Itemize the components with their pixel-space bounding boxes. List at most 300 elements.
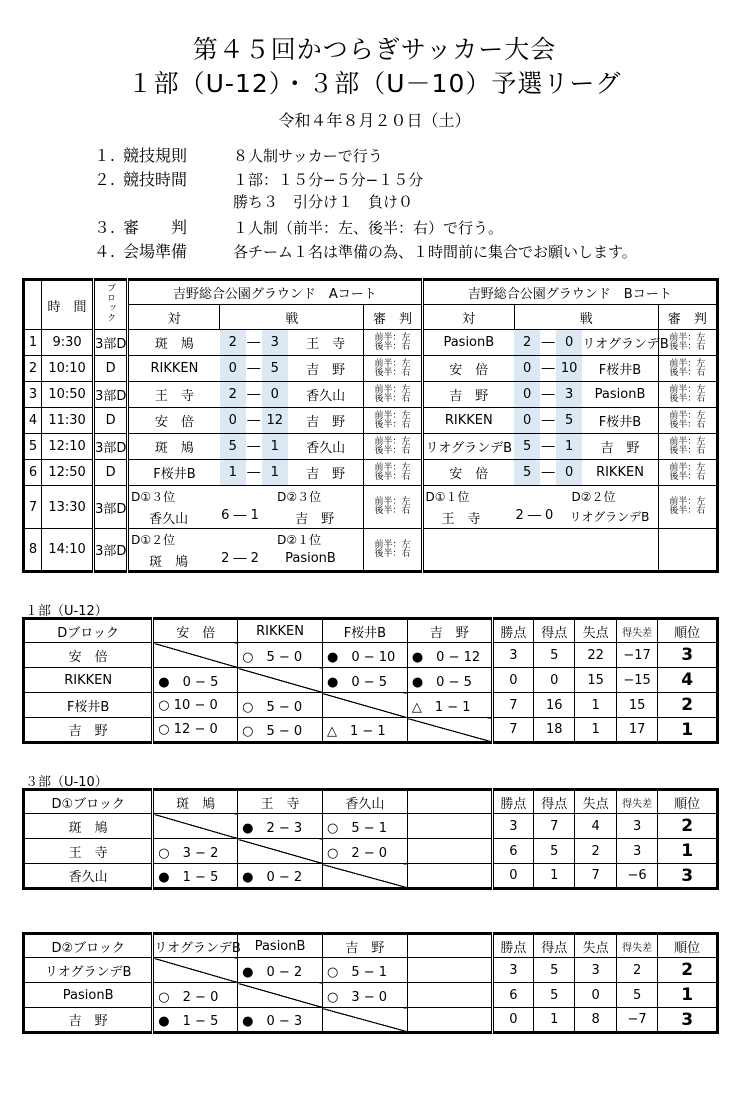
rank-value: 2 [658, 693, 718, 718]
away-team: 香久山 [288, 434, 364, 460]
placement-match [128, 486, 364, 529]
match-result: ● 0 − 5 [407, 668, 492, 693]
match-time: 10:50 [42, 382, 94, 408]
opponent-header: 吉 野 [322, 934, 407, 958]
stat-value: 5 [534, 983, 575, 1008]
placement-match [128, 529, 364, 572]
match-result: △ 1 − 1 [322, 718, 407, 743]
home-team: RIKKEN [422, 408, 514, 434]
stat-value: 7 [534, 814, 575, 839]
ref-header: 審 判 [658, 305, 717, 330]
match-header-left: 対 [422, 305, 514, 330]
league1-label: １部（U-12） [25, 604, 108, 619]
league3-label: ３部（U-10） [25, 775, 108, 790]
stat-value: −15 [616, 668, 657, 693]
stat-header: 得失差 [616, 619, 657, 643]
match-result: ○ 10 − 0 [153, 693, 238, 718]
referee-note: 前半：左 後半：右 [658, 408, 717, 434]
match-result: ● 0 − 12 [407, 643, 492, 668]
away-score: 12 [262, 408, 288, 434]
stat-header: 失点 [575, 619, 616, 643]
opponent-header: F桜井B [322, 619, 407, 643]
league3b-table [22, 932, 719, 1034]
match-result: ● 0 − 5 [322, 668, 407, 693]
home-score: 0 [514, 408, 540, 434]
away-score: 1 [556, 434, 582, 460]
home-team: 香久山 [149, 512, 189, 527]
slot-home: D①２位 [131, 533, 176, 547]
match-header-right: 戦 [514, 305, 658, 330]
score-separator: ― [246, 434, 262, 460]
rule-item [85, 239, 637, 262]
rule-item [85, 215, 503, 238]
rank-value: 1 [658, 839, 718, 864]
match-result [407, 1008, 492, 1033]
team-name: リオグランデB [24, 958, 153, 983]
away-score: 3 [556, 382, 582, 408]
stat-value: 4 [575, 814, 616, 839]
self-match-cell [407, 718, 492, 743]
match-result [407, 839, 492, 864]
stat-header: 失点 [575, 790, 616, 814]
home-team: 王 寺 [441, 512, 481, 527]
self-match-cell [322, 693, 407, 718]
score-separator: ― [540, 330, 556, 356]
rule-number: ３. [93, 218, 115, 237]
rule-value: ８人制サッカーで行う [233, 147, 383, 165]
schedule-row [24, 460, 718, 486]
opponent-header [407, 790, 492, 814]
row-number: 4 [24, 408, 42, 434]
rank-value: 2 [658, 958, 718, 983]
league-row [24, 814, 718, 839]
match-result [407, 983, 492, 1008]
row-number-header [24, 280, 42, 330]
away-team: 香久山 [288, 382, 364, 408]
self-match-cell [153, 958, 238, 983]
rule-key: 審 判 [123, 218, 188, 237]
stat-value: 6 [492, 983, 533, 1008]
away-score: 5 [262, 356, 288, 382]
away-score: 1 [262, 460, 288, 486]
schedule-row [24, 529, 718, 572]
home-score: 0 [514, 356, 540, 382]
rank-value: 3 [658, 1008, 718, 1033]
home-score: 0 [220, 408, 246, 434]
rank-value: 3 [658, 864, 718, 889]
row-number: 2 [24, 356, 42, 382]
match-result: ○ 12 − 0 [153, 718, 238, 743]
team-name: 吉 野 [24, 718, 153, 743]
self-match-cell [153, 643, 238, 668]
stat-value: 16 [534, 693, 575, 718]
stat-value: 3 [616, 814, 657, 839]
stat-value: 5 [616, 983, 657, 1008]
match-time: 14:10 [42, 529, 94, 572]
match-block: 3部D [94, 486, 128, 529]
away-team: 王 寺 [288, 330, 364, 356]
stat-value: 6 [492, 839, 533, 864]
league-row [24, 864, 718, 889]
rule-value: 勝ち３ 引分け１ 負け０ [233, 193, 414, 211]
score-separator: ― [246, 408, 262, 434]
match-result: ● 1 − 5 [153, 1008, 238, 1033]
league-row [24, 718, 718, 743]
match-result: ○ 5 − 1 [322, 958, 407, 983]
league-row [24, 958, 718, 983]
stat-value: 2 [616, 958, 657, 983]
page-subtitle: １部（U-12）・３部（U－10）予選リーグ [127, 69, 622, 98]
home-score: 2 [514, 330, 540, 356]
team-name: PasionB [24, 983, 153, 1008]
page-title: 第４５回かつらぎサッカー大会 [192, 35, 557, 64]
rule-value: 各チーム１名は準備の為、１時間前に集合でお願いします。 [233, 243, 637, 261]
stat-value: 3 [492, 643, 533, 668]
match-result: ● 0 − 10 [322, 643, 407, 668]
score-separator: ― [540, 434, 556, 460]
referee-note: 前半：左 後半：右 [658, 486, 717, 529]
stat-value: 0 [492, 1008, 533, 1033]
home-score: 2 [220, 382, 246, 408]
rank-value: 2 [658, 814, 718, 839]
time-header: 時 間 [42, 280, 94, 330]
schedule-row [24, 330, 718, 356]
rule-number: １. [93, 146, 115, 165]
stat-value: 5 [534, 839, 575, 864]
slot-home: D①３位 [131, 490, 176, 504]
team-name: 香久山 [24, 864, 153, 889]
home-score: 2 [220, 330, 246, 356]
match-time: 9:30 [42, 330, 94, 356]
stat-header: 順位 [658, 934, 718, 958]
stat-value: 7 [575, 864, 616, 889]
row-number: 3 [24, 382, 42, 408]
slot-home: D①１位 [425, 490, 470, 504]
score-separator: ― [540, 356, 556, 382]
league3a-table [22, 788, 719, 890]
match-result: ○ 5 − 0 [238, 643, 323, 668]
rule-value: １人制（前半：左、後半：右）で行う。 [233, 219, 504, 237]
match-result: ● 0 − 2 [238, 958, 323, 983]
match-result [407, 814, 492, 839]
opponent-header: 斑 鳩 [153, 790, 238, 814]
league-row [24, 643, 718, 668]
empty-cell [658, 529, 717, 572]
team-name: 斑 鳩 [24, 814, 153, 839]
schedule-row [24, 486, 718, 529]
match-score: 2 ― 0 [515, 508, 554, 523]
opponent-header: 安 倍 [153, 619, 238, 643]
rule-item [85, 143, 383, 166]
placement-match [422, 486, 658, 529]
team-name: 王 寺 [24, 839, 153, 864]
team-name: RIKKEN [24, 668, 153, 693]
row-number: 5 [24, 434, 42, 460]
match-header-left: 対 [128, 305, 220, 330]
schedule-row [24, 382, 718, 408]
home-team: 安 倍 [422, 460, 514, 486]
stat-value: 0 [492, 668, 533, 693]
court-b-header: 吉野総合公園グラウンド Bコート [422, 280, 718, 305]
stat-header: 得点 [534, 790, 575, 814]
away-team: PasionB [285, 551, 336, 566]
stat-value: 3 [492, 814, 533, 839]
away-score: 10 [556, 356, 582, 382]
league-row [24, 1008, 718, 1033]
stat-value: 3 [575, 958, 616, 983]
team-name: 吉 野 [24, 1008, 153, 1033]
match-result [407, 864, 492, 889]
home-team: 斑 鳩 [149, 555, 189, 570]
opponent-header: PasionB [238, 934, 323, 958]
match-time: 12:10 [42, 434, 94, 460]
home-team: リオグランデB [422, 434, 514, 460]
stat-header: 勝点 [492, 934, 533, 958]
league-row [24, 983, 718, 1008]
away-team: 吉 野 [288, 408, 364, 434]
match-result: ● 0 − 5 [153, 668, 238, 693]
self-match-cell [238, 668, 323, 693]
away-team: F桜井B [582, 408, 658, 434]
stat-header: 得点 [534, 934, 575, 958]
team-name: F桜井B [24, 693, 153, 718]
stat-value: −17 [616, 643, 657, 668]
rank-value: 4 [658, 668, 718, 693]
rank-value: 1 [658, 983, 718, 1008]
stat-value: 0 [492, 864, 533, 889]
rule-item [85, 167, 423, 190]
referee-note: 前半：左 後半：右 [364, 408, 422, 434]
away-score: 0 [262, 382, 288, 408]
league-row [24, 668, 718, 693]
stat-header: 勝点 [492, 790, 533, 814]
match-block: D [94, 460, 128, 486]
referee-note: 前半：左 後半：右 [658, 434, 717, 460]
referee-note: 前半：左 後半：右 [364, 486, 422, 529]
stat-value: 1 [534, 1008, 575, 1033]
home-team: RIKKEN [128, 356, 220, 382]
stat-value: 15 [616, 693, 657, 718]
stat-value: 7 [492, 693, 533, 718]
stat-value: 0 [534, 668, 575, 693]
match-time: 13:30 [42, 486, 94, 529]
stat-value: 1 [534, 864, 575, 889]
league1-table [22, 617, 719, 744]
stat-value: 7 [492, 718, 533, 743]
referee-note: 前半：左 後半：右 [364, 330, 422, 356]
match-time: 11:30 [42, 408, 94, 434]
match-block: 3部D [94, 382, 128, 408]
home-score: 1 [220, 460, 246, 486]
referee-note: 前半：左 後半：右 [364, 356, 422, 382]
away-team: F桜井B [582, 356, 658, 382]
referee-note: 前半：左 後半：右 [364, 460, 422, 486]
stat-value: 0 [575, 983, 616, 1008]
match-result: ○ 5 − 0 [238, 693, 323, 718]
home-team: 王 寺 [128, 382, 220, 408]
rule-key: 競技時間 [123, 170, 188, 189]
away-team: 吉 野 [288, 356, 364, 382]
league-row [24, 693, 718, 718]
league-row [24, 839, 718, 864]
match-result: △ 1 − 1 [407, 693, 492, 718]
opponent-header: RIKKEN [238, 619, 323, 643]
rule-number: ４. [93, 242, 115, 261]
home-team: 斑 鳩 [128, 330, 220, 356]
score-separator: ― [540, 460, 556, 486]
match-block: 3部D [94, 529, 128, 572]
home-team: PasionB [422, 330, 514, 356]
match-result: ○ 5 − 0 [238, 718, 323, 743]
stat-value: 1 [575, 718, 616, 743]
match-time: 10:10 [42, 356, 94, 382]
self-match-cell [153, 814, 238, 839]
match-result: ○ 3 − 2 [153, 839, 238, 864]
stat-header: 失点 [575, 934, 616, 958]
match-block: 3部D [94, 330, 128, 356]
schedule-row [24, 408, 718, 434]
stat-value: 3 [492, 958, 533, 983]
away-team: 吉 野 [582, 434, 658, 460]
self-match-cell [322, 1008, 407, 1033]
referee-note: 前半：左 後半：右 [658, 460, 717, 486]
away-score: 0 [556, 460, 582, 486]
match-result: ○ 5 − 1 [322, 814, 407, 839]
stat-header: 得点 [534, 619, 575, 643]
event-date: 令和４年８月２０日（土） [278, 111, 471, 130]
stat-value: 5 [534, 643, 575, 668]
referee-note: 前半：左 後半：右 [364, 434, 422, 460]
match-result [407, 958, 492, 983]
home-team: 安 倍 [128, 408, 220, 434]
home-team: 吉 野 [422, 382, 514, 408]
match-block: D [94, 356, 128, 382]
stat-header: 得失差 [616, 790, 657, 814]
match-result: ○ 2 − 0 [153, 983, 238, 1008]
row-number: 6 [24, 460, 42, 486]
away-score: 1 [262, 434, 288, 460]
row-number: 7 [24, 486, 42, 529]
stat-header: 勝点 [492, 619, 533, 643]
schedule-table [22, 278, 719, 573]
self-match-cell [238, 839, 323, 864]
home-team: 斑 鳩 [128, 434, 220, 460]
self-match-cell [322, 864, 407, 889]
away-score: 5 [556, 408, 582, 434]
rule-item [85, 191, 413, 212]
match-block: D [94, 408, 128, 434]
match-result: ● 2 − 3 [238, 814, 323, 839]
score-separator: ― [246, 330, 262, 356]
stat-value: 5 [534, 958, 575, 983]
referee-note: 前半：左 後半：右 [364, 529, 422, 572]
stat-value: 15 [575, 668, 616, 693]
match-result: ● 0 − 2 [238, 864, 323, 889]
opponent-header: 香久山 [322, 790, 407, 814]
match-result: ● 1 − 5 [153, 864, 238, 889]
row-number: 1 [24, 330, 42, 356]
stat-value: 17 [616, 718, 657, 743]
stat-header: 得失差 [616, 934, 657, 958]
stat-value: 22 [575, 643, 616, 668]
score-separator: ― [246, 382, 262, 408]
stat-value: 1 [575, 693, 616, 718]
stat-header: 順位 [658, 790, 718, 814]
score-separator: ― [246, 460, 262, 486]
opponent-header: 王 寺 [238, 790, 323, 814]
stat-value: 8 [575, 1008, 616, 1033]
team-name: 安 倍 [24, 643, 153, 668]
rule-value: １部：１５分−５分−１５分 [233, 171, 424, 189]
match-header-right: 戦 [220, 305, 364, 330]
slot-away: D②１位 [277, 533, 322, 547]
score-separator: ― [540, 382, 556, 408]
away-score: 3 [262, 330, 288, 356]
match-result: ● 0 − 3 [238, 1008, 323, 1033]
opponent-header [407, 934, 492, 958]
home-team: 安 倍 [422, 356, 514, 382]
score-separator: ― [540, 408, 556, 434]
away-team: RIKKEN [582, 460, 658, 486]
schedule-row [24, 434, 718, 460]
rank-value: 3 [658, 643, 718, 668]
block-name: D②ブロック [24, 934, 153, 958]
block-name: Dブロック [24, 619, 153, 643]
stat-value: 18 [534, 718, 575, 743]
away-score: 0 [556, 330, 582, 356]
slot-away: D②２位 [571, 490, 616, 504]
referee-note: 前半：左 後半：右 [658, 382, 717, 408]
home-score: 0 [514, 382, 540, 408]
match-time: 12:50 [42, 460, 94, 486]
rank-value: 1 [658, 718, 718, 743]
stat-value: 3 [616, 839, 657, 864]
home-score: 0 [220, 356, 246, 382]
rule-key: 競技規則 [123, 146, 188, 165]
match-block: 3部D [94, 434, 128, 460]
away-team: リオグランデB [582, 330, 658, 356]
court-a-header: 吉野総合公園グラウンド Aコート [128, 280, 422, 305]
slot-away: D②３位 [277, 490, 322, 504]
home-score: 5 [514, 460, 540, 486]
stat-value: −7 [616, 1008, 657, 1033]
home-score: 5 [514, 434, 540, 460]
rule-key: 会場準備 [123, 242, 188, 261]
ref-header: 審 判 [364, 305, 422, 330]
block-name: D①ブロック [24, 790, 153, 814]
away-team: 吉 野 [288, 460, 364, 486]
stat-header: 順位 [658, 619, 718, 643]
self-match-cell [238, 983, 323, 1008]
home-score: 5 [220, 434, 246, 460]
match-score: 2 ― 2 [221, 551, 259, 566]
row-number: 8 [24, 529, 42, 572]
block-header: ブロック [94, 280, 128, 330]
match-result: ○ 3 − 0 [322, 983, 407, 1008]
empty-cell [422, 529, 658, 572]
rule-number: ２. [93, 170, 115, 189]
home-team: F桜井B [128, 460, 220, 486]
opponent-header: リオグランデB [153, 934, 238, 958]
away-team: 吉 野 [295, 512, 335, 527]
referee-note: 前半：左 後半：右 [658, 330, 717, 356]
stat-value: −6 [616, 864, 657, 889]
stat-value: 2 [575, 839, 616, 864]
opponent-header: 吉 野 [407, 619, 492, 643]
match-score: 6 ― 1 [221, 508, 259, 523]
away-team: PasionB [582, 382, 658, 408]
away-team: リオグランデB [569, 510, 650, 524]
